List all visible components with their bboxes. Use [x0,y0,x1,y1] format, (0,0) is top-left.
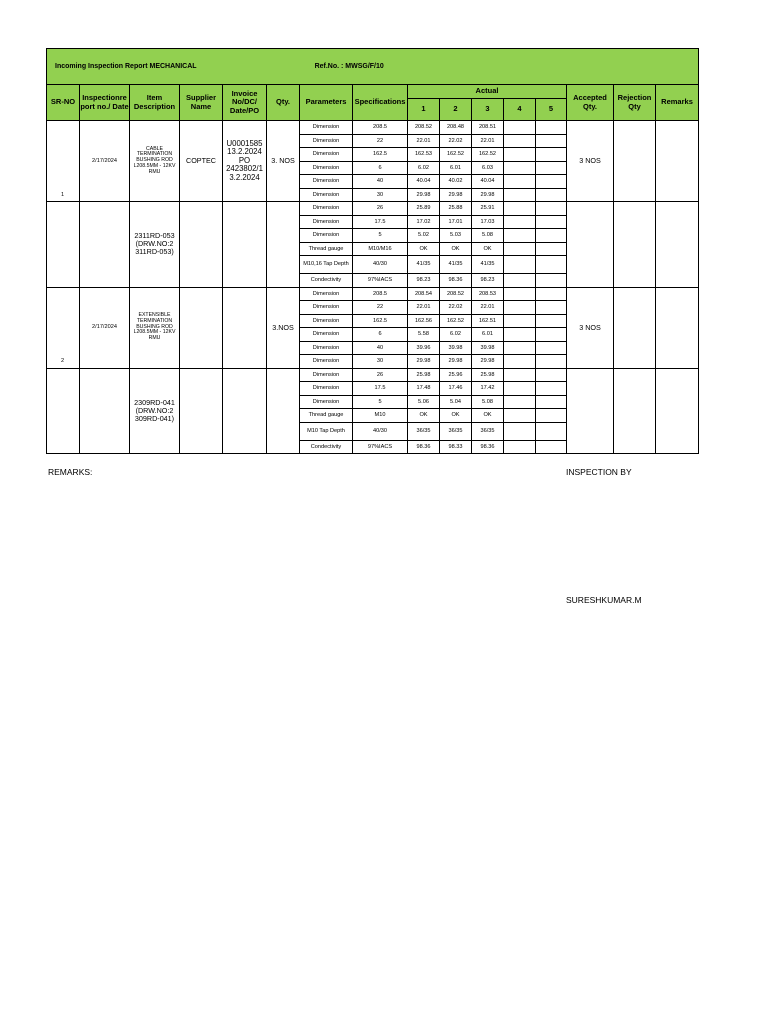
actual-1-cell: 98.36 [408,440,440,454]
actual-3-cell: 25.98 [472,368,504,382]
actual-3-cell: 5.08 [472,229,504,243]
actual-5-cell [536,341,567,355]
actual-1-cell: 98.23 [408,274,440,288]
report-data-body [47,121,699,454]
actual-2-cell: 17.46 [440,382,472,396]
actual-4-cell [504,409,536,423]
parameter-cell: Dimension [300,314,353,328]
actual-3-cell: 98.36 [472,440,504,454]
actual-2-cell: OK [440,409,472,423]
header-row-1 [47,85,699,99]
supplier-name-cell [180,287,223,368]
actual-3-cell: 5.08 [472,395,504,409]
sr-no-cell: 2 [47,287,80,368]
specification-cell: M10 [353,409,408,423]
actual-5-cell [536,287,567,301]
actual-5-cell [536,121,567,135]
specification-cell: 97%IACS [353,440,408,454]
inspection-date-cell [80,368,130,454]
actual-5-cell [536,409,567,423]
actual-1-cell: OK [408,409,440,423]
actual-5-cell [536,134,567,148]
actual-5-cell [536,242,567,256]
actual-2-cell: 6.02 [440,328,472,342]
actual-4-cell [504,121,536,135]
actual-4-cell [504,148,536,162]
actual-5-cell [536,148,567,162]
specification-cell: 30 [353,188,408,202]
header-actual-3: 3 [472,99,504,121]
actual-1-cell: 25.89 [408,202,440,216]
actual-4-cell [504,274,536,288]
actual-2-cell: 36/35 [440,422,472,440]
parameter-cell: Dimension [300,301,353,315]
actual-1-cell: 17.48 [408,382,440,396]
actual-4-cell [504,287,536,301]
actual-3-cell: 208.51 [472,121,504,135]
header-item-description: Item Description [130,85,180,121]
actual-5-cell [536,274,567,288]
inspection-date-cell: 2/17/2024 [80,121,130,202]
sr-no-cell [47,202,80,288]
remarks-label: REMARKS: [48,467,93,477]
actual-1-cell: 29.98 [408,188,440,202]
actual-4-cell [504,242,536,256]
parameter-cell: Thread gauge [300,409,353,423]
actual-2-cell: 6.01 [440,161,472,175]
parameter-cell: Dimension [300,328,353,342]
rejection-qty-cell [614,368,656,454]
actual-3-cell: 22.01 [472,301,504,315]
parameter-cell: Condectivity [300,274,353,288]
item-drawing-cell: 2309RD-041 (DRW.NO:2 309RD-041) [130,368,180,454]
header-actual: Actual [408,85,567,99]
actual-5-cell [536,229,567,243]
table-row [47,287,699,301]
header-rejection-qty: Rejection Qty [614,85,656,121]
actual-3-cell: 36/35 [472,422,504,440]
specification-cell: 162.5 [353,314,408,328]
accepted-qty-cell [567,368,614,454]
specification-cell: 5 [353,395,408,409]
actual-4-cell [504,229,536,243]
actual-5-cell [536,355,567,369]
actual-3-cell: 40.04 [472,175,504,189]
actual-4-cell [504,368,536,382]
actual-2-cell: 208.52 [440,287,472,301]
actual-4-cell [504,341,536,355]
actual-2-cell: 98.36 [440,274,472,288]
actual-3-cell: 6.03 [472,161,504,175]
actual-1-cell: 41/35 [408,256,440,274]
header-sr-no: SR-NO [47,85,80,121]
actual-5-cell [536,368,567,382]
actual-4-cell [504,328,536,342]
actual-5-cell [536,161,567,175]
title-row [47,49,699,85]
actual-2-cell: 22.02 [440,301,472,315]
invoice-cell: U0001585 13.2.2024 PO 2423802/1 3.2.2024 [223,121,267,202]
actual-2-cell: 17.01 [440,215,472,229]
actual-3-cell: 17.42 [472,382,504,396]
invoice-cell [223,287,267,368]
actual-3-cell: 39.98 [472,341,504,355]
parameter-cell: Thread gauge [300,242,353,256]
actual-5-cell [536,382,567,396]
specification-cell: 208.5 [353,287,408,301]
actual-5-cell [536,422,567,440]
qty-cell: 3.NOS [267,287,300,368]
parameter-cell: Dimension [300,395,353,409]
actual-3-cell: 25.91 [472,202,504,216]
actual-2-cell: 5.03 [440,229,472,243]
header-accepted-qty: Accepted Qty. [567,85,614,121]
actual-1-cell: OK [408,242,440,256]
supplier-name-cell [180,202,223,288]
inspection-date-cell: 2/17/2024 [80,287,130,368]
actual-5-cell [536,328,567,342]
item-description-cell: CABLE TERMINATION BUSHING ROD L208.5MM - 12KV RMU [130,121,180,202]
actual-2-cell: 25.96 [440,368,472,382]
specification-cell: M10/M16 [353,242,408,256]
header-specifications: Specifications [353,85,408,121]
specification-cell: 97%IACS [353,274,408,288]
parameter-cell: Dimension [300,368,353,382]
supplier-name-cell: COPTEC [180,121,223,202]
table-row [47,121,699,135]
actual-4-cell [504,215,536,229]
actual-1-cell: 39.96 [408,341,440,355]
actual-3-cell: OK [472,242,504,256]
actual-1-cell: 29.98 [408,355,440,369]
actual-3-cell: 17.03 [472,215,504,229]
parameter-cell: Dimension [300,215,353,229]
table-row [47,368,699,382]
parameter-cell: Dimension [300,121,353,135]
actual-4-cell [504,202,536,216]
qty-cell: 3. NOS [267,121,300,202]
parameter-cell: M10 Tap Depth [300,422,353,440]
header-inspection-report: Inspectionre port no./ Date [80,85,130,121]
actual-4-cell [504,161,536,175]
specification-cell: 5 [353,229,408,243]
actual-3-cell: 98.23 [472,274,504,288]
actual-3-cell: 6.01 [472,328,504,342]
rejection-qty-cell [614,202,656,288]
actual-1-cell: 22.01 [408,134,440,148]
actual-1-cell: 5.58 [408,328,440,342]
actual-4-cell [504,134,536,148]
actual-2-cell: 162.52 [440,314,472,328]
actual-5-cell [536,440,567,454]
remarks-cell [656,121,699,202]
specification-cell: 40 [353,175,408,189]
actual-4-cell [504,395,536,409]
actual-1-cell: 208.54 [408,287,440,301]
actual-5-cell [536,215,567,229]
actual-5-cell [536,188,567,202]
header-parameters: Parameters [300,85,353,121]
specification-cell: 162.5 [353,148,408,162]
specification-cell: 6 [353,161,408,175]
actual-1-cell: 25.98 [408,368,440,382]
actual-4-cell [504,301,536,315]
specification-cell: 26 [353,368,408,382]
actual-1-cell: 36/35 [408,422,440,440]
actual-1-cell: 22.01 [408,301,440,315]
specification-cell: 30 [353,355,408,369]
header-remarks: Remarks [656,85,699,121]
parameter-cell: Dimension [300,229,353,243]
item-description-cell: EXTENSIBLE TERMINATION BUSHING ROD L208.5MM - 12KV RMU [130,287,180,368]
remarks-cell [656,368,699,454]
actual-4-cell [504,440,536,454]
actual-5-cell [536,314,567,328]
actual-4-cell [504,422,536,440]
accepted-qty-cell [567,202,614,288]
accepted-qty-cell: 3 NOS [567,287,614,368]
actual-4-cell [504,355,536,369]
actual-3-cell: 22.01 [472,134,504,148]
specification-cell: 40 [353,341,408,355]
specification-cell: 26 [353,202,408,216]
parameter-cell: Dimension [300,382,353,396]
header-actual-5: 5 [536,99,567,121]
header-actual-4: 4 [504,99,536,121]
actual-5-cell [536,256,567,274]
invoice-cell [223,202,267,288]
actual-2-cell: 29.98 [440,188,472,202]
qty-cell [267,368,300,454]
parameter-cell: Dimension [300,355,353,369]
header-qty: Qty. [267,85,300,121]
actual-4-cell [504,175,536,189]
actual-2-cell: 29.98 [440,355,472,369]
specification-cell: 208.5 [353,121,408,135]
actual-2-cell: 5.04 [440,395,472,409]
specification-cell: 6 [353,328,408,342]
rejection-qty-cell [614,287,656,368]
actual-3-cell: 29.98 [472,188,504,202]
actual-5-cell [536,301,567,315]
parameter-cell: Dimension [300,161,353,175]
sr-no-cell: 1 [47,121,80,202]
specification-cell: 22 [353,301,408,315]
actual-2-cell: 39.98 [440,341,472,355]
specification-cell: 17.5 [353,382,408,396]
actual-5-cell [536,202,567,216]
actual-3-cell: 41/35 [472,256,504,274]
invoice-cell [223,368,267,454]
actual-3-cell: 29.98 [472,355,504,369]
actual-1-cell: 17.02 [408,215,440,229]
actual-2-cell: 41/35 [440,256,472,274]
actual-2-cell: 98.33 [440,440,472,454]
inspection-report-table [46,48,699,454]
actual-3-cell: 208.53 [472,287,504,301]
actual-3-cell: OK [472,409,504,423]
supplier-name-cell [180,368,223,454]
sr-no-cell [47,368,80,454]
parameter-cell: Dimension [300,188,353,202]
actual-5-cell [536,395,567,409]
accepted-qty-cell: 3 NOS [567,121,614,202]
parameter-cell: Dimension [300,134,353,148]
inspection-date-cell [80,202,130,288]
item-drawing-cell: 2311RD-053 (DRW.NO:2 311RD-053) [130,202,180,288]
header-actual-1: 1 [408,99,440,121]
actual-2-cell: 25.88 [440,202,472,216]
actual-2-cell: 162.52 [440,148,472,162]
inspection-by-label: INSPECTION BY [566,467,632,477]
actual-4-cell [504,382,536,396]
specification-cell: 40/30 [353,256,408,274]
parameter-cell: Dimension [300,341,353,355]
header-actual-2: 2 [440,99,472,121]
actual-4-cell [504,256,536,274]
parameter-cell: Dimension [300,175,353,189]
report-title-cell [47,49,699,85]
actual-1-cell: 6.02 [408,161,440,175]
actual-3-cell: 162.52 [472,148,504,162]
specification-cell: 17.5 [353,215,408,229]
parameter-cell: Dimension [300,202,353,216]
report-ref-number: Ref.No. : MWSG/F/10 [314,62,384,70]
actual-5-cell [536,175,567,189]
actual-1-cell: 162.53 [408,148,440,162]
actual-3-cell: 162.51 [472,314,504,328]
remarks-cell [656,202,699,288]
header-invoice: Invoice No/DC/ Date/PO [223,85,267,121]
specification-cell: 40/30 [353,422,408,440]
actual-2-cell: OK [440,242,472,256]
parameter-cell: Condectivity [300,440,353,454]
parameter-cell: Dimension [300,148,353,162]
rejection-qty-cell [614,121,656,202]
table-row [47,202,699,216]
actual-4-cell [504,314,536,328]
actual-1-cell: 162.56 [408,314,440,328]
actual-4-cell [504,188,536,202]
specification-cell: 22 [353,134,408,148]
parameter-cell: Dimension [300,287,353,301]
remarks-cell [656,287,699,368]
parameter-cell: M10,16 Tap Depth [300,256,353,274]
qty-cell [267,202,300,288]
actual-2-cell: 40.02 [440,175,472,189]
actual-1-cell: 5.06 [408,395,440,409]
actual-1-cell: 208.52 [408,121,440,135]
report-title: Incoming Inspection Report MECHANICAL [55,62,197,70]
actual-1-cell: 5.02 [408,229,440,243]
inspector-name: SURESHKUMAR.M [566,595,642,605]
header-supplier-name: Supplier Name [180,85,223,121]
actual-2-cell: 208.48 [440,121,472,135]
actual-2-cell: 22.02 [440,134,472,148]
actual-1-cell: 40.04 [408,175,440,189]
